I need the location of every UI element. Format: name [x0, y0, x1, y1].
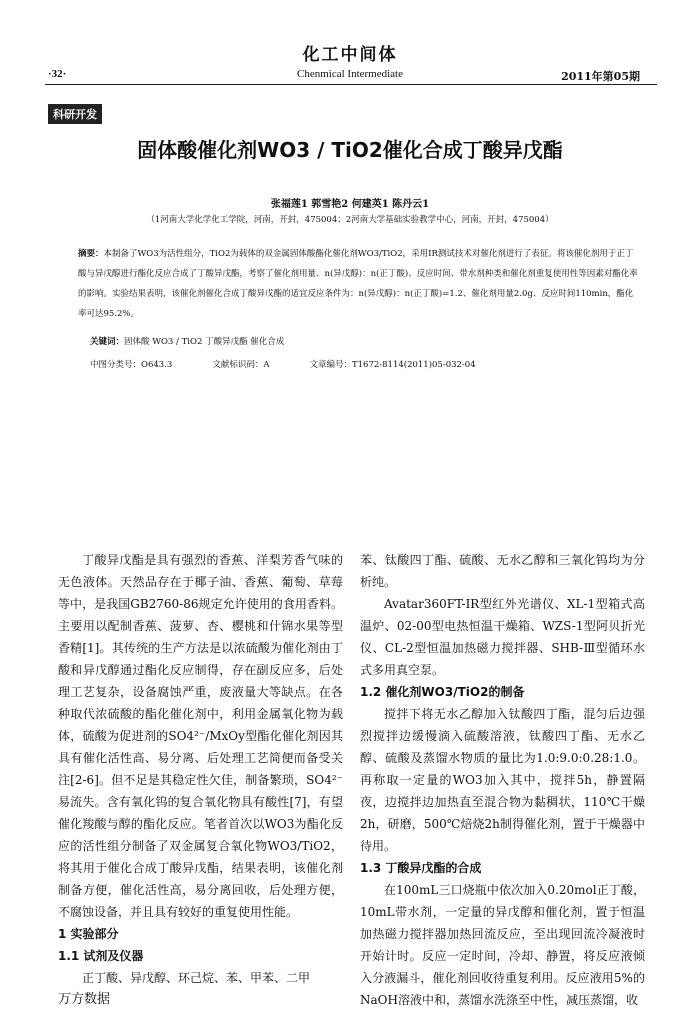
section-heading: 1.1 试剂及仪器: [58, 949, 144, 963]
article-number: 文章编号：T1672-8114(2011)05-032-04: [309, 360, 476, 370]
section-heading: 1 实验部分: [58, 927, 119, 941]
issue-label: 2011年第05期: [561, 70, 640, 83]
body-paragraph: 正丁酸、异戊醇、环己烷、苯、甲苯、二甲: [82, 971, 311, 985]
body-paragraph: 在100mL三口烧瓶中依次加入0.20mol正丁酸，10mL带水剂，一定量的异戊醇和催化剂，置于恒温加热磁力搅拌器加热回流反应，至出现回流冷凝液时开始计时。反应一定时间，冷却、静置，将反应液倾入分液漏斗，催化剂回收待重复利用。反应液用5%的NaOH溶液中和，蒸馏水洗涤至中性，减压蒸馏，收: [360, 883, 645, 1007]
keywords-label: 关键词：: [90, 337, 125, 347]
article-affiliation: （1河南大学化学化工学院，河南，开封，475004；2河南大学基础实验教学中心，河南，开封，475004）: [146, 215, 554, 225]
section-tag: 科研开发: [48, 104, 102, 124]
article-title: 固体酸催化剂WO3 / TiO2催化合成丁酸异戊酯: [137, 138, 563, 162]
article-authors: 张福莲1 郭雪艳2 何建英1 陈丹云1: [270, 199, 430, 210]
body-column-right: [360, 549, 645, 1011]
watermark: 万方数据: [58, 992, 111, 1007]
section-heading: 1.3 丁酸异戊酯的合成: [360, 861, 482, 875]
journal-english-title: Chenmical Intermediate: [297, 68, 403, 80]
body-paragraph: 搅拌下将无水乙醇加入钛酸四丁酯，混匀后边强烈搅拌边缓慢滴入硫酸溶液，钛酸四丁酯、无水乙醇、硫酸及蒸馏水物质的量比为1.0:9.0:0.28:1.0。再称取一定量的WO3加入其中，搅拌5h，静置隔夜，边搅拌边加热直至混合物为黏稠状，110℃干燥2h，研磨，500℃焙烧2h制得催化剂，置于干燥器中待用。: [360, 707, 645, 853]
abstract: [78, 244, 638, 324]
page-number: ·32·: [48, 68, 67, 80]
classification-line: [90, 358, 650, 370]
section-heading: 1.2 催化剂WO3/TiO2的制备: [360, 685, 525, 699]
abstract-label: 摘要：: [78, 249, 104, 259]
clc-number: 中图分类号：O643.3: [90, 360, 173, 370]
abstract-text: 本制备了WO3为活性组分，TiO2为载体的双金属固体酸酯化催化剂WO3/TiO2，采用IR测试技术对催化剂进行了表征。将该催化剂用于正丁酸与异戊醇进行酯化反应合成了丁酸异戊酯，考察了催化剂用量、n(异戊醇)：n(正丁酸)、反应时间、带水剂种类和催化剂重复使用性等因素对酯化率的影响。实验结果表明，该催化剂催化合成丁酸异戊酯的适宜反应条件为：n(异戊醇)：n(正丁酸)=1.2、催化剂用量2.0g、反应时间110min，酯化率可达95.2%。: [78, 249, 638, 319]
document-code: 文献标识码：A: [212, 360, 270, 370]
keywords: [90, 335, 284, 347]
keywords-text: 固体酸 WO3 / TiO2 丁酸异戊酯 催化合成: [124, 337, 285, 347]
body-paragraph: 丁酸异戊酯是具有强烈的香蕉、洋梨芳香气味的无色液体。天然品存在于椰子油、香蕉、葡萄、草莓等中，是我国GB2760-86规定允许使用的食用香料。主要用以配制香蕉、菠萝、杏、樱桃和什锦水果等型香精[1]。其传统的生产方法是以浓硫酸为催化剂由丁酸和异戊醇通过酯化反应制得，存在副反应多，后处理工艺复杂，设备腐蚀严重，废液量大等缺点。在各种取代浓硫酸的酯化催化剂中，利用金属氧化物为载体，硫酸为促进剂的SO4²⁻/MxOy型酯化催化剂因其具有催化活性高、易分离、后处理工艺简便而备受关注[2-6]。但不足是其稳定性欠佳，制备繁琐，SO4²⁻易流失。含有氧化钨的复合氧化物具有酸性[7]，有望催化羧酸与醇的酯化反应。笔者首次以WO3为酯化反应的活性组分制备了双金属复合氧化物WO3/TiO2，将其用于催化合成丁酸异戊酯，结果表明，该催化剂制备方便，催化活性高，易分离回收，后处理方便，不腐蚀设备，并且具有较好的重复使用性能。: [58, 553, 343, 919]
body-paragraph: Avatar360FT-IR型红外光谱仪、XL-1型箱式高温炉、02-00型电热恒温干燥箱、WZS-1型阿贝折光仪、CL-2型恒温加热磁力搅拌器、SHB-Ⅲ型循环水式多用真空泵。: [360, 597, 645, 677]
journal-title: 化工中间体: [302, 45, 398, 65]
body-column-left: [58, 549, 343, 989]
body-paragraph: 苯、钛酸四丁酯、硫酸、无水乙醇和三氧化钨均为分析纯。: [360, 553, 645, 589]
header-rule: [45, 84, 657, 85]
